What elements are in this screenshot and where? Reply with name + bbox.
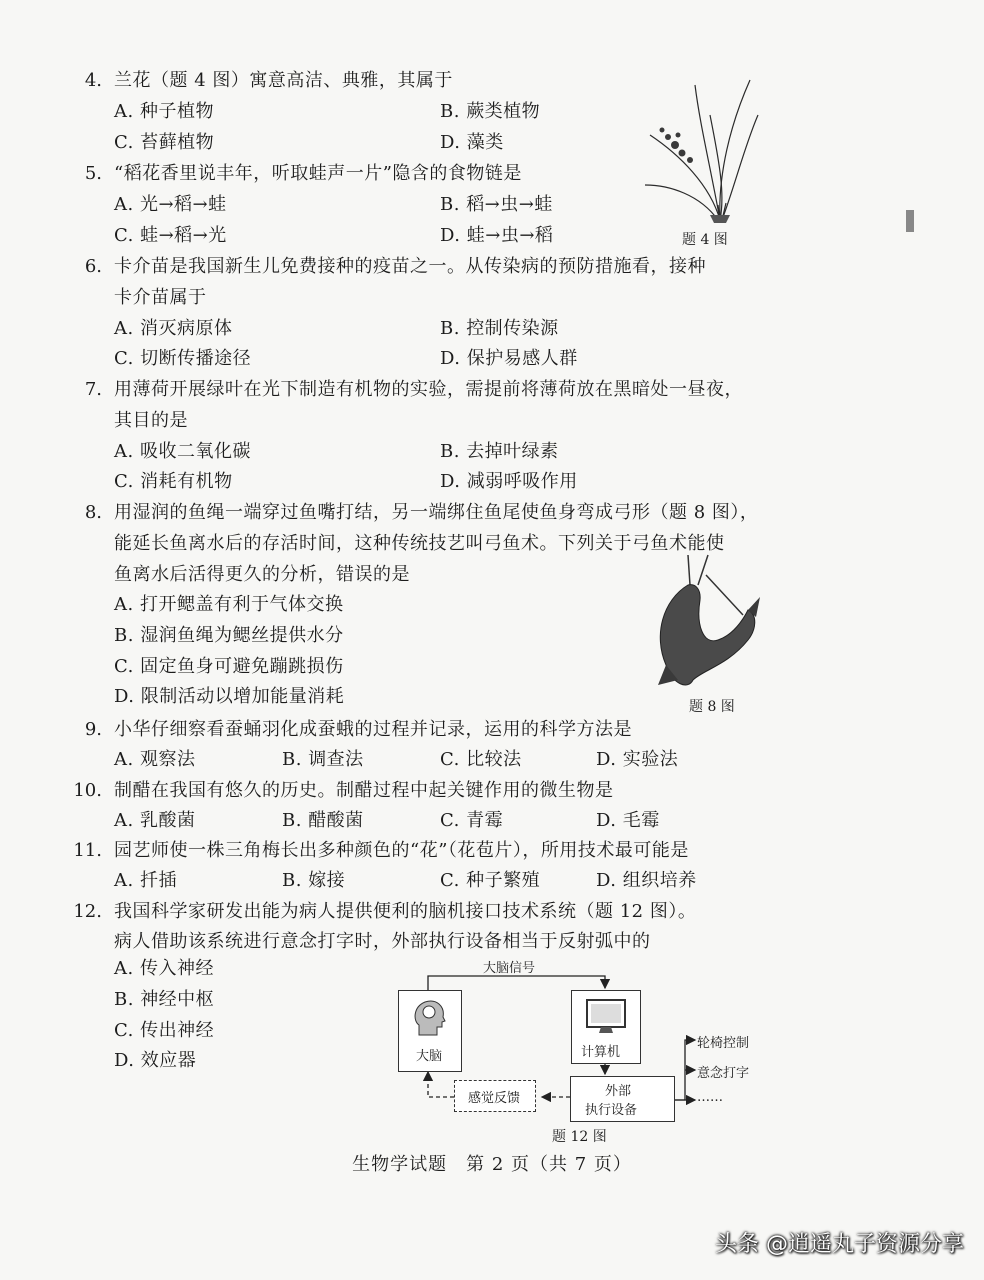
- question-number: 6.: [84, 256, 102, 277]
- question-stem-cont: 其目的是: [114, 410, 188, 431]
- option-c: C. 苔藓植物: [114, 132, 215, 153]
- question-stem: 园艺师使一株三角梅长出多种颜色的“花”（花苞片），所用技术最可能是: [114, 840, 689, 861]
- device-label-1: 外部: [605, 1084, 632, 1099]
- output-wheelchair: 轮椅控制: [697, 1036, 750, 1051]
- fig8-caption: 题 8 图: [689, 699, 735, 715]
- question-stem: 用湿润的鱼绳一端穿过鱼嘴打结，另一端绑住鱼尾使鱼身弯成弓形（题 8 图），: [114, 502, 759, 523]
- question-stem-cont: 能延长鱼离水后的存活时间，这种传统技艺叫弓鱼术。下列关于弓鱼术能使: [114, 533, 725, 554]
- option-a: A. 传入神经: [114, 958, 214, 979]
- output-typing: 意念打字: [697, 1066, 750, 1081]
- question-stem: 兰花（题 4 图）寓意高洁、典雅，其属于: [114, 70, 453, 91]
- question-number: 7.: [84, 379, 102, 400]
- question-number: 4.: [84, 70, 102, 91]
- device-label-2: 执行设备: [585, 1103, 638, 1118]
- option-c: C. 蛙→稻→光: [114, 225, 227, 246]
- question-stem: 我国科学家研发出能为病人提供便利的脑机接口技术系统（题 12 图）。: [114, 901, 697, 922]
- option-a: A. 扦插: [114, 870, 177, 891]
- question-stem: 卡介苗是我国新生儿免费接种的疫苗之一。从传染病的预防措施看，接种: [114, 256, 706, 277]
- option-d: D. 藻类: [440, 132, 504, 153]
- option-b: B. 醋酸菌: [282, 810, 364, 831]
- brain-box: [398, 990, 462, 1072]
- bow-fish-figure: [648, 555, 768, 695]
- question-number: 8.: [84, 502, 102, 523]
- option-b: B. 调查法: [282, 749, 364, 770]
- option-d: D. 实验法: [596, 749, 679, 770]
- fig12-caption: 题 12 图: [552, 1129, 607, 1145]
- brain-label: 大脑: [416, 1049, 443, 1064]
- option-c: C. 传出神经: [114, 1020, 215, 1041]
- option-b: B. 蕨类植物: [440, 101, 541, 122]
- question-stem: 制醋在我国有悠久的历史。制醋过程中起关键作用的微生物是: [114, 780, 614, 801]
- option-b: B. 稻→虫→蛙: [440, 194, 553, 215]
- question-stem-cont: 病人借助该系统进行意念打字时，外部执行设备相当于反射弧中的: [114, 931, 651, 952]
- option-b: B. 嫁接: [282, 870, 346, 891]
- computer-box: [571, 990, 641, 1064]
- fig4-caption: 题 4 图: [682, 232, 728, 248]
- option-c: C. 种子繁殖: [440, 870, 541, 891]
- option-c: C. 比较法: [440, 749, 522, 770]
- question-number: 11.: [73, 840, 102, 861]
- output-etc: ……: [697, 1090, 723, 1105]
- computer-label: 计算机: [581, 1045, 621, 1060]
- option-b: B. 湿润鱼绳为鳃丝提供水分: [114, 625, 344, 646]
- option-d: D. 效应器: [114, 1050, 197, 1071]
- option-d: D. 减弱呼吸作用: [440, 471, 578, 492]
- option-d: D. 组织培养: [596, 870, 697, 891]
- option-b: B. 去掉叶绿素: [440, 441, 559, 462]
- question-stem: 小华仔细察看蚕蛹羽化成蚕蛾的过程并记录，运用的科学方法是: [114, 719, 632, 740]
- option-c: C. 固定鱼身可避免蹦跳损伤: [114, 656, 344, 677]
- question-stem-cont: 鱼离水后活得更久的分析，错误的是: [114, 564, 410, 585]
- device-box: [570, 1076, 675, 1122]
- question-stem: 用薄荷开展绿叶在光下制造有机物的实验，需提前将薄荷放在黑暗处一昼夜，: [114, 379, 743, 400]
- question-stem: “稻花香里说丰年，听取蛙声一片”隐含的食物链是: [114, 163, 522, 184]
- monitor-icon: [585, 998, 627, 1036]
- page-footer: 生物学试题 第 2 页（共 7 页）: [352, 1154, 632, 1175]
- question-number: 10.: [73, 780, 102, 801]
- option-c: C. 青霉: [440, 810, 504, 831]
- option-c: C. 切断传播途径: [114, 348, 252, 369]
- head-icon: [411, 997, 447, 1037]
- option-c: C. 消耗有机物: [114, 471, 233, 492]
- option-a: A. 打开鳃盖有利于气体交换: [114, 594, 344, 615]
- question-number: 12.: [73, 901, 102, 922]
- option-a: A. 观察法: [114, 749, 196, 770]
- orchid-figure: [640, 75, 760, 225]
- question-number: 9.: [84, 719, 102, 740]
- option-b: B. 控制传染源: [440, 318, 559, 339]
- feedback-box: [454, 1080, 536, 1112]
- watermark: 头条 @逍遥丸子资源分享: [715, 1232, 964, 1257]
- question-stem-cont: 卡介苗属于: [114, 287, 207, 308]
- option-d: D. 毛霉: [596, 810, 660, 831]
- feedback-label: 感觉反馈: [468, 1091, 521, 1106]
- option-a: A. 光→稻→蛙: [114, 194, 227, 215]
- option-a: A. 乳酸菌: [114, 810, 196, 831]
- option-d: D. 限制活动以增加能量消耗: [114, 686, 345, 707]
- option-a: A. 种子植物: [114, 101, 214, 122]
- option-a: A. 消灭病原体: [114, 318, 233, 339]
- scan-mark: [906, 210, 914, 232]
- question-number: 5.: [84, 163, 102, 184]
- option-a: A. 吸收二氧化碳: [114, 441, 251, 462]
- brain-signal-label: 大脑信号: [483, 961, 536, 976]
- option-d: D. 蛙→虫→稻: [440, 225, 554, 246]
- option-b: B. 神经中枢: [114, 989, 215, 1010]
- option-d: D. 保护易感人群: [440, 348, 578, 369]
